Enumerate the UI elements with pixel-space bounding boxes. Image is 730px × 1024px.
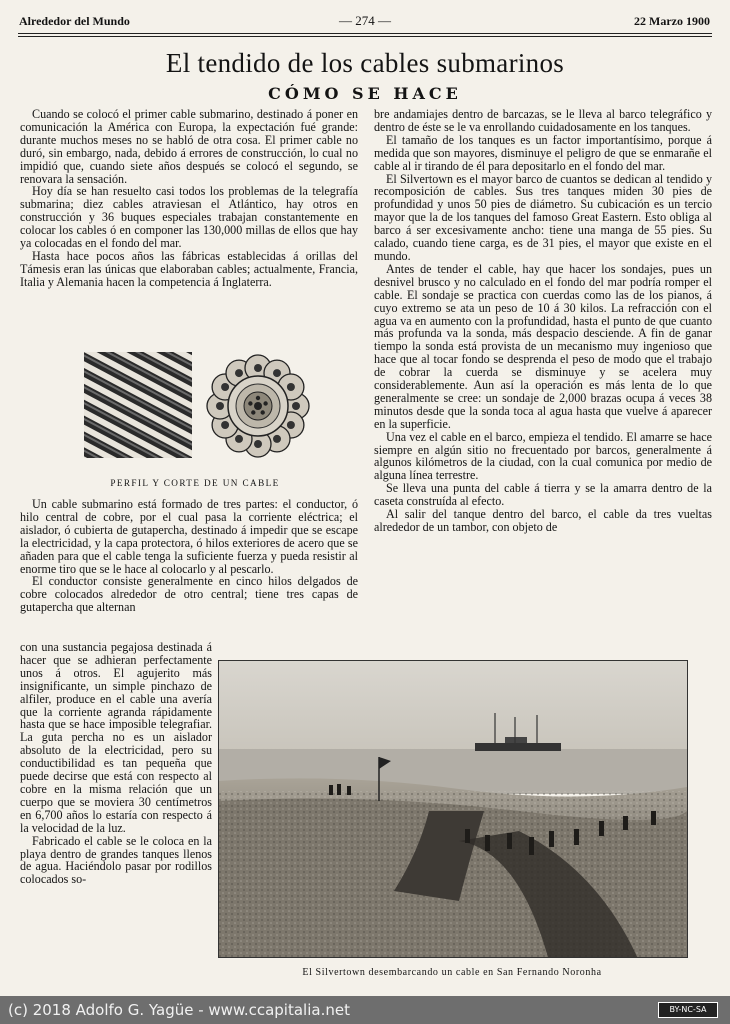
armour-strand-core xyxy=(221,421,229,429)
armour-strand-core xyxy=(273,435,281,443)
paragraph: El tamaño de los tanques es un factor importantísimo, porque á medida que son mayores, disminuye el peligro de que se enmarañe el cable al ir tirando de él para depositarlo en el fondo del mar. xyxy=(374,132,712,173)
paragraph: Hasta hace pocos años las fábricas establecidas á orillas del Támesis eran las únicas que elaboraban cables; actualmente, Francia, Italia y Alemania hacen la competencia á Inglaterra. xyxy=(20,248,358,289)
paragraph: El conductor consiste generalmente en cinco hilos delgados de cobre colocados alrededor de otro central; tiene tres capas de gutapercha que alternan xyxy=(20,574,358,615)
cable-profile-and-section xyxy=(80,350,310,462)
article-title: El tendido de los cables submarinos xyxy=(165,48,565,78)
armour-strand-core xyxy=(287,383,295,391)
paragraph: con una sustancia pegajosa destinada á hacer que se adhieran perfectamente unos á otros. El agujerito más insignificante, un simple pinchazo de alfiler, produce en el cable una avería que la corriente agranda rápidamente hasta que se hace imposible telegrafiar. La guta percha no es un aislador absoluto de la electricidad, pero su conductibilidad es tan pequeña que puede decirse que está con respecto al cobre en la misma relación que un cuerpo que se moviera 30 centímetros en 6,700 años lo estaría con respecto á la velocidad de la luz. xyxy=(20,640,212,835)
paragraph: bre andamiajes dentro de barcazas, se le lleva al barco telegráfico y dentro de éste se le va enrollando cuidadosamente en los tanques. xyxy=(374,107,712,134)
armour-strand-core xyxy=(254,440,262,448)
page-number: — 274 — xyxy=(339,13,391,28)
column-1-middle xyxy=(20,498,358,614)
paragraph: Fabricado el cable se le coloca en la playa dentro de grandes tanques llenos de agua. Haciéndolo pasar por rodillos colocados so- xyxy=(20,833,212,887)
column-2 xyxy=(374,108,712,534)
column-1-top xyxy=(20,108,358,289)
paragraph: Cuando se colocó el primer cable submarino, destinado á poner en comunicación la América con Europa, la expectación fué grande: durante muchos meses no se habló de otra cosa. El primer cable no duró, sin embargo, nada, debido á errores de construcción, lo cual no impidió que, cuando siete años después se colocó el segundo, se renovara la sensación. xyxy=(20,107,358,186)
license-badge: BY-NC-SA xyxy=(658,1002,718,1018)
paragraph: Antes de tender el cable, hay que hacer los sondajes, pues un desnivel brusco y no calculado en el fondo del mar podría romper el cable. El sondaje se practica con cuerdas como las de los pianos, á cuyo extremo se ata un peso de 10 á 30 kilos. La refracción con el agua va en aumento con la profundidad, hasta el punto de que cuanto más profunda va la sonda, más despacio desciende. A fin de ganar tiempo la sonda está provista de un mecanismo muy ingenioso que hace que al tocar fondo se desprenda el peso de modo que el trabajo de cobrar la cuerda se disminuye y se acelera muy considerablemente. Aun así la operación es más lenta de lo que generalmente se cree: un sondaje de 2,000 brazas ocupa á veces 38 minutos desde que la sonda toca al agua hasta que vuelve á aparecer en la superficie. xyxy=(374,261,712,431)
figure-2-caption: El Silvertown desembarcando un cable en San Fernando Noronha xyxy=(302,967,602,978)
figure-1-caption: PERFIL Y CORTE DE UN CABLE xyxy=(110,478,280,488)
running-header-date: 22 Marzo 1900 xyxy=(634,14,710,28)
copyright-text: (c) 2018 Adolfo G. Yagüe - www.ccapitalia.net xyxy=(8,1001,350,1019)
header-rule xyxy=(18,33,712,34)
armour-strand-core xyxy=(216,402,224,410)
armour-strand-core xyxy=(292,402,300,410)
paragraph: Al salir del tanque dentro del barco, el cable da tres vueltas alrededor de un tambor, con objeto de xyxy=(374,507,712,534)
paragraph: Una vez el cable en el barco, empieza el tendido. El amarre se hace siempre en algún sitio no frecuentado por barcos, generalmente á algunos kilómetros de la ciudad, con la cual comunica por medio de alguna línea terrestre. xyxy=(374,429,712,483)
paragraph: Un cable submarino está formado de tres partes: el conductor, ó hilo central de cobre, por el cual pasa la corriente eléctrica; el aislador, ó cubierta de gutapercha, destinado á impedir que se escape la electricidad, y la capa protectora, ó hilos exteriores de acero que se añaden para que el cable tenga la suficiente fuerza y pueda resistir al enorme tiro que se le hace al colocarlo y al pescarlo. xyxy=(20,497,358,576)
running-header-publication: Alrededor del Mundo xyxy=(19,14,130,28)
header-rule-2 xyxy=(18,36,712,37)
copyright-footer xyxy=(0,996,730,1024)
armour-strand-core xyxy=(273,369,281,377)
armour-strand-core xyxy=(235,369,243,377)
armour-strand-core xyxy=(221,383,229,391)
armour-strand-core xyxy=(287,421,295,429)
cable-landing-photo xyxy=(218,660,688,958)
article-subtitle: CÓMO SE HACE xyxy=(268,84,462,103)
cable-cross-section xyxy=(207,355,309,457)
cable-profile xyxy=(84,352,192,458)
paragraph: Hoy día se han resuelto casi todos los problemas de la telegrafía submarina; diez cables atraviesan el Atlántico, hay otros en construcción y 36 buques especiales trabajan constantemente en colocar los cables ó en componer las 130,000 millas de ellos que hay ya colocadas en el fondo del mar. xyxy=(20,184,358,251)
armour-strand-core xyxy=(235,435,243,443)
paragraph: El Silvertown es el mayor barco de cuantos se dedican al tendido y recomposición de cables. Sus tres tanques miden 30 pies de profundidad y unos 50 pies de diámetro. Su cubicación es un tercio mayor que la de los tanques del famoso Great Eastern. Esto obliga al barco á ser excesivamente ancho: tiene una manga de 55 pies. Su calado, cuando tiene carga, es de 31 pies, el mayor que existe en el mundo. xyxy=(374,171,712,263)
column-1-narrow xyxy=(20,641,212,886)
beach-scene xyxy=(219,661,687,957)
cable-illustration xyxy=(80,350,310,462)
armour-strand-core xyxy=(254,364,262,372)
paragraph: Se lleva una punta del cable á tierra y se la amarra dentro de la caseta construída al efecto. xyxy=(374,481,712,509)
